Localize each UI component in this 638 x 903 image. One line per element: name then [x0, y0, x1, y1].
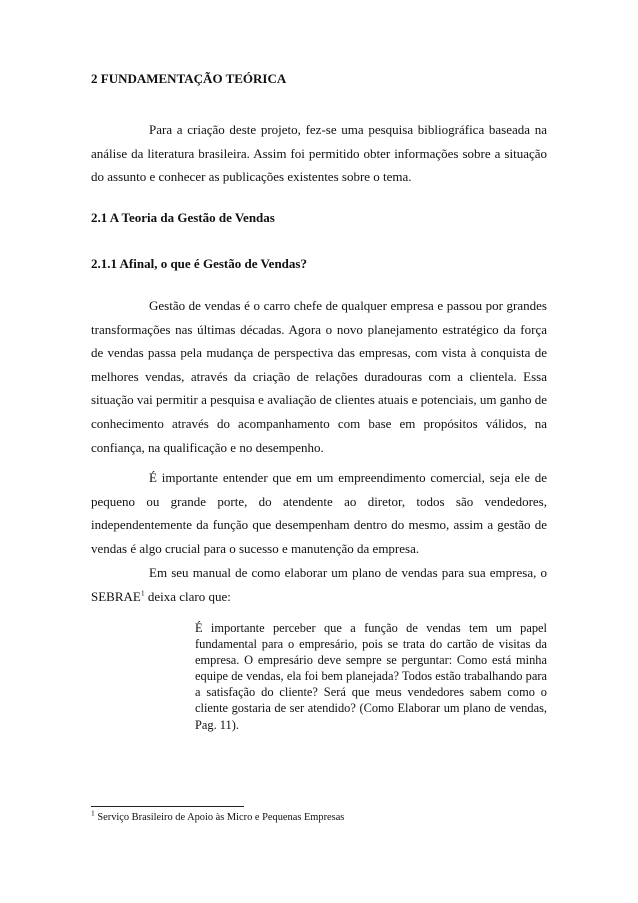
paragraph-3	[91, 561, 547, 608]
subsection-title: 2.1 A Teoria da Gestão de Vendas	[91, 210, 275, 225]
paragraph-2-text: É importante entender que em um empreendimento comercial, seja ele de pequeno ou grande porte, do atendente ao diretor, todos são vendedores, independentemente da função que desempenham dentro do mesmo, assim a gestão de vendas é algo crucial para o sucesso e manutenção da empresa.	[91, 470, 547, 556]
paragraph-3-text: Em seu manual de como elaborar um plano de vendas para sua empresa, o SEBRAE	[91, 565, 547, 604]
footnote-divider	[91, 806, 244, 807]
footnote-reference[interactable]: 1	[140, 588, 145, 598]
paragraph-3-tail: deixa claro que:	[144, 588, 231, 604]
paragraph-1-text: Gestão de vendas é o carro chefe de qualquer empresa e passou por grandes transformações nas últimas décadas. Agora o novo planejamento estratégico da força de vendas passa pela mudança de perspectiva das empresas, com vista à conquista de melhores vendas, através da criação de relações duradouras com a clientela. Essa situação vai permitir a pesquisa e avaliação de clientes atuais e potenciais, um ganho de conhecimento através do acompanhamento com base em propósitos válidos, na confiança, na qualificação e no desempenho.	[91, 298, 547, 455]
intro-paragraph	[91, 118, 547, 189]
footnote-number: 1	[91, 808, 95, 818]
subsubsection-title: 2.1.1 Afinal, o que é Gestão de Vendas?	[91, 256, 307, 271]
section-title: 2 FUNDAMENTAÇÃO TEÓRICA	[91, 71, 287, 86]
paragraph-1	[91, 294, 547, 459]
footnote-text: Serviço Brasileiro de Apoio às Micro e Pequenas Empresas	[94, 812, 345, 823]
footnote	[91, 808, 345, 823]
intro-paragraph-text: Para a criação deste projeto, fez-se uma pesquisa bibliográfica baseada na análise da literatura brasileira. Assim foi permitido obter informações sobre a situação do assunto e conhecer as publicações existentes sobre o tema.	[91, 122, 547, 185]
paragraph-2	[91, 466, 547, 560]
block-quote: É importante perceber que a função de vendas tem um papel fundamental para o empresário, pois se trata do cartão de visitas da empresa. O empresário deve sempre se perguntar: Como está minha equipe de vendas, ela foi bem planejada? Todos estão trabalhando para a satisfação do cliente? Será que meus vendedores sabem como o cliente gostaria de ser atendido? (Como Elaborar um plano de vendas, Pag. 11).	[195, 621, 547, 732]
